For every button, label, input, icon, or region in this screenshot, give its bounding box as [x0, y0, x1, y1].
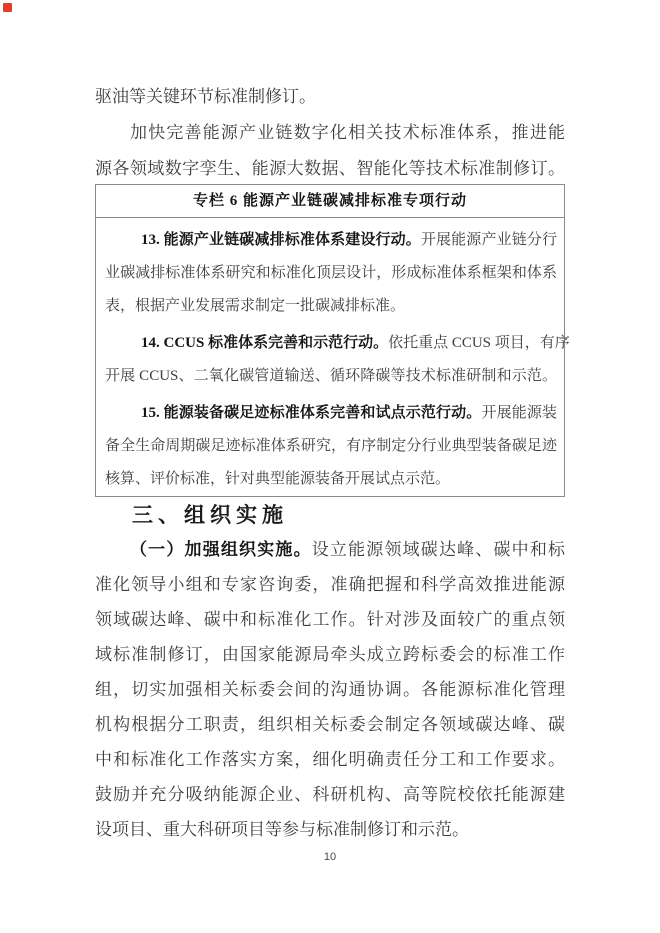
- text-line: 加快完善能源产业链数字化相关技术标准体系，推进能: [130, 123, 565, 142]
- box-item-13: [105, 224, 556, 323]
- text-line: 15. 能源装备碳足迹标准体系完善和试点示范行动。开展能源装: [141, 405, 557, 421]
- text-line: 13. 能源产业链碳减排标准体系建设行动。开展能源产业链分行: [141, 232, 557, 248]
- text-line: （一）加强组织实施。设立能源领域碳达峰、碳中和标: [130, 540, 566, 559]
- text-line: 机构根据分工职责，组织相关标委会制定各领域碳达峰、碳: [95, 715, 565, 734]
- red-marker-icon: [3, 3, 12, 12]
- text-line: 域标准制修订，由国家能源局牵头成立跨标委会的标准工作: [95, 645, 565, 664]
- page-number: 10: [323, 851, 337, 863]
- text-line: 领域碳达峰、碳中和标准化工作。针对涉及面较广的重点领: [95, 610, 565, 629]
- callout-box-body: [96, 218, 570, 496]
- text-line: 业碳减排标准体系研究和标准化顶层设计，形成标准体系框架和体系: [105, 265, 557, 281]
- text-line: 表，根据产业发展需求制定一批碳减排标准。: [105, 298, 406, 314]
- callout-box-title: 专栏 6 能源产业链碳减排标准专项行动: [96, 185, 564, 218]
- text-line: 备全生命周期碳足迹标准体系研究，有序制定分行业典型装备碳足迹: [105, 438, 557, 454]
- text-line: 源各领域数字孪生、能源大数据、智能化等技术标准制修订。: [95, 159, 565, 178]
- body-paragraph: [95, 532, 565, 847]
- text-line: 鼓励并充分吸纳能源企业、科研机构、高等院校依托能源建: [95, 785, 565, 804]
- section-heading: 三、组织实施: [132, 504, 288, 527]
- text-line: 组，切实加强相关标委会间的沟通协调。各能源标准化管理: [95, 680, 565, 699]
- box-item-15: [105, 397, 556, 496]
- text-line: 设项目、重大科研项目等参与标准制修订和示范。: [95, 820, 469, 839]
- text-line: 驱油等关键环节标准制修订。: [95, 87, 316, 106]
- box-item-14: [105, 327, 570, 393]
- text-line: 准化领导小组和专家咨询委，准确把握和科学高效推进能源: [95, 575, 565, 594]
- text-line: 中和标准化工作落实方案，细化明确责任分工和工作要求。: [95, 750, 565, 769]
- text-line: 14. CCUS 标准体系完善和示范行动。依托重点 CCUS 项目，有序: [141, 335, 570, 351]
- intro-paragraphs: [95, 79, 565, 187]
- text-line: 核算、评价标准，针对典型能源装备开展试点示范。: [105, 471, 451, 487]
- callout-box: [95, 184, 570, 497]
- text-line: 开展 CCUS、二氧化碳管道输送、循环降碳等技术标准研制和示范。: [105, 368, 557, 384]
